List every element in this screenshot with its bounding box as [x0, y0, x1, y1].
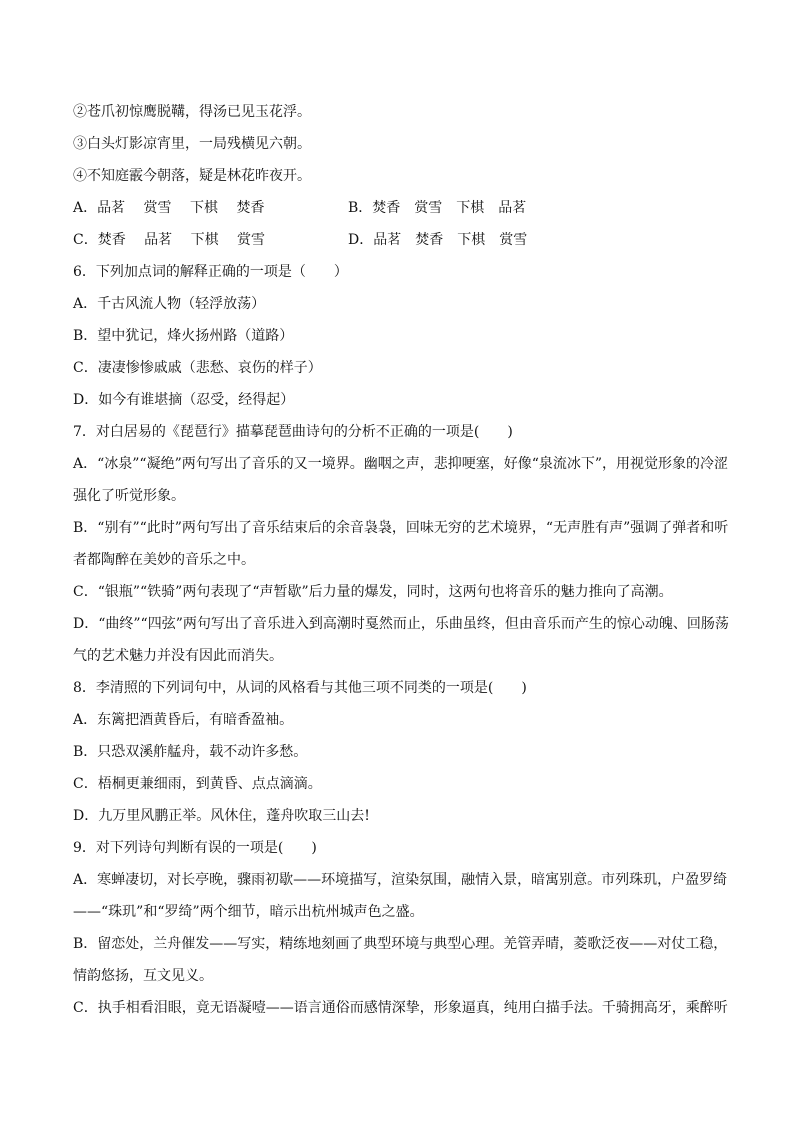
q9-option-b-line-2: 情韵悠扬，互文见义。: [73, 968, 213, 984]
poem-line-4: ④不知庭霰今朝落，疑是林花昨夜开。: [73, 168, 311, 184]
q9-option-a-line-1: A．寒蝉凄切，对长亭晚，骤雨初歇——环境描写，渲染氛围，融情入景，暗寓别意。市列珠玑，户盈罗绮: [73, 872, 728, 888]
q5-options-row-2: [73, 230, 730, 250]
q8-option-c: C．梧桐更兼细雨，到黄昏、点点滴滴。: [73, 776, 322, 792]
q8-option-d: D．九万里风鹏正举。风休住，蓬舟吹取三山去!: [73, 808, 370, 824]
q7-option-d-line-2: 气的艺术魅力并没有因此而消失。: [73, 648, 283, 664]
q5-options-row-1: [73, 198, 730, 218]
q5-option-c: C．焚香 品茗 下棋 赏雪: [73, 232, 266, 248]
q7-stem: 7．对白居易的《琵琶行》描摹琵琶曲诗句的分析不正确的一项是( ): [73, 424, 513, 440]
q6-stem: 6．下列加点词的解释正确的一项是（ ）: [73, 264, 348, 280]
q7-option-b-line-1: B．“别有”“此时”两句写出了音乐结束后的余音袅袅，回味无穷的艺术境界，“无声胜有声”强调了弹者和听: [73, 520, 729, 536]
q6-option-d: D．如今有谁堪摘（忍受，经得起）: [73, 392, 295, 408]
q9-option-b-line-1: B．留恋处，兰舟催发——写实，精练地刻画了典型环境与典型心理。羌管弄晴，菱歌泛夜——对仗工稳，: [73, 936, 728, 952]
q7-option-d-line-1: D．“曲终”“四弦”两句写出了音乐进入到高潮时戛然而止，乐曲虽终，但由音乐而产生的惊心动魄、回肠荡: [73, 616, 729, 632]
q8-stem: 8．李清照的下列词句中，从词的风格看与其他三项不同类的一项是( ): [73, 680, 527, 696]
q7-option-b-line-2: 者都陶醉在美妙的音乐之中。: [73, 552, 255, 568]
poem-line-2: ②苍爪初惊鹰脱鞲，得汤已见玉花浮。: [73, 104, 311, 120]
q6-option-c: C．凄凄惨惨戚戚（悲愁、哀伤的样子）: [73, 360, 322, 376]
q6-option-b: B．望中犹记，烽火扬州路（道路）: [73, 328, 294, 344]
q5-option-a: A．品茗 赏雪 下棋 焚香: [73, 200, 265, 216]
q5-option-d: D．品茗 焚香 下棋 赏雪: [348, 232, 528, 248]
q7-option-a-line-1: A．“冰泉”“凝绝”两句写出了音乐的又一境界。幽咽之声，悲抑哽塞，好像“泉流冰下”，用视觉形象的冷涩: [73, 456, 729, 472]
q9-option-c-line-1: C．执手相看泪眼，竟无语凝噎——语言通俗而感情深挚，形象逼真，纯用白描手法。千骑拥高牙，乘醉听: [73, 1000, 728, 1016]
q8-option-b: B．只恐双溪舴艋舟，载不动许多愁。: [73, 744, 308, 760]
poem-line-3: ③白头灯影凉宵里，一局残横见六朝。: [73, 136, 311, 152]
q5-option-b: B．焚香 赏雪 下棋 品茗: [348, 200, 527, 216]
q9-stem: 9．对下列诗句判断有误的一项是( ): [73, 840, 317, 856]
q7-option-c: C．“银瓶”“铁骑”两句表现了“声暂歇”后力量的爆发，同时，这两句也将音乐的魅力推向了高潮。: [73, 584, 673, 600]
q8-option-a: A．东篱把酒黄昏后，有暗香盈袖。: [73, 712, 294, 728]
q7-option-a-line-2: 强化了听觉形象。: [73, 488, 185, 504]
q9-option-a-line-2: ——“珠玑”和“罗绮”两个细节，暗示出杭州城声色之盛。: [73, 904, 424, 920]
q6-option-a: A．千古风流人物（轻浮放荡）: [73, 296, 266, 312]
